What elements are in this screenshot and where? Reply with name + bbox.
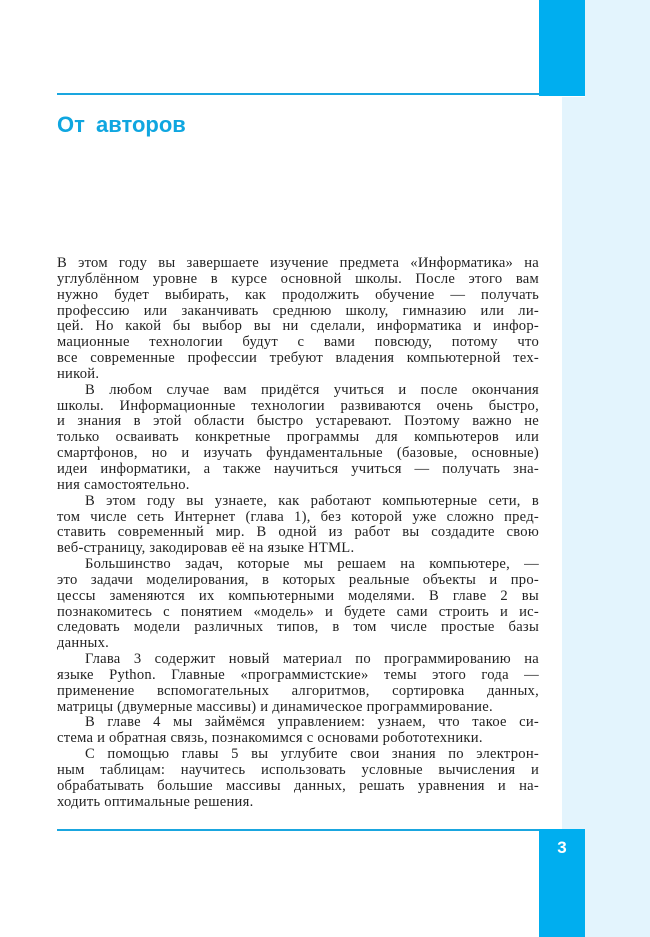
text-line: нужно будет выбирать, как продолжить обучение — получать xyxy=(57,286,539,303)
text-line: веб-страницу, закодировав её на языке HTML. xyxy=(57,540,355,557)
paragraph xyxy=(57,256,539,383)
text-line: матрицы (двумерные массивы) и динамическое программирование. xyxy=(57,698,493,715)
text-line: В этом году вы завершаете изучение предмета «Информатика» на xyxy=(57,255,539,271)
text-line: познакомитесь с понятием «модель» и будете сами строить и ис- xyxy=(57,603,539,620)
text-line: ным таблицам: научитесь использовать условные вычисления и xyxy=(57,762,539,778)
text-line: цессы заменяются их компьютерными моделями. В главе 2 вы xyxy=(57,587,539,604)
text-line: цей. Но какой бы выбор вы ни сделали, информатика и инфор- xyxy=(57,318,539,335)
text-line: следовать модели различных типов, в том числе простые базы xyxy=(57,619,539,636)
text-line: все современные профессии требуют владения компьютерной тех- xyxy=(57,350,539,367)
margin-strip xyxy=(562,97,650,937)
text-line: Глава 3 содержит новый материал по программированию на xyxy=(85,651,539,668)
text-line: данных. xyxy=(57,635,110,652)
text-line: С помощью главы 5 вы углубите свои знания по электрон- xyxy=(85,746,539,763)
text-line: стема и обратная связь, познакомимся с основами робототехники. xyxy=(57,730,483,747)
footer-rule xyxy=(57,829,539,831)
header-rule xyxy=(57,93,539,95)
text-line: углублённом уровне в курсе основной школы. После этого вам xyxy=(57,270,539,287)
text-line: идеи информатики, а также научиться учиться — получать зна- xyxy=(57,460,539,477)
paragraph xyxy=(57,652,539,715)
text-line: мационные технологии будут с вами повсюду, потому что xyxy=(57,334,539,351)
margin-strip-top xyxy=(585,0,650,97)
text-line: том числе сеть Интернет (глава 1), без которой уже сложно пред- xyxy=(57,508,539,525)
text-line: языке Python. Главные «программистские» темы этого года — xyxy=(57,666,539,683)
text-line: ставить современный мир. В одной из работ вы создадите свою xyxy=(57,524,539,541)
text-line: В главе 4 мы займёмся управлением: узнаем, что такое си- xyxy=(85,714,539,731)
text-line: это задачи моделирования, в которых реальные объекты и про- xyxy=(57,571,539,588)
paragraph xyxy=(57,715,539,747)
paragraph xyxy=(57,494,539,557)
text-line: В этом году вы узнаете, как работают компьютерные сети, в xyxy=(85,492,539,509)
body-text xyxy=(57,256,539,811)
text-line: только осваивать конкретные программы для компьютеров или xyxy=(57,429,539,446)
text-line: обрабатывать большие массивы данных, решать уравнения и на- xyxy=(57,777,539,794)
page-title: От авторов xyxy=(57,112,186,137)
paragraph xyxy=(57,557,539,652)
header-tab xyxy=(539,0,585,96)
text-line: и знания в этой области быстро устаревают. Поэтому важно не xyxy=(57,413,539,430)
text-line: школы. Информационные технологии развиваются очень быстро, xyxy=(57,397,539,414)
text-line: никой. xyxy=(57,365,100,382)
text-line: ходить оптимальные решения. xyxy=(57,793,254,810)
paragraph xyxy=(57,383,539,494)
text-line: В любом случае вам придётся учиться и после окончания xyxy=(85,381,539,398)
text-line: ния самостоятельно. xyxy=(57,476,190,493)
text-line: профессию или заканчивать среднюю школу, гимназию или ли- xyxy=(57,302,539,319)
text-line: применение вспомогательных алгоритмов, сортировка данных, xyxy=(57,682,539,699)
text-line: Большинство задач, которые мы решаем на компьютере, — xyxy=(85,556,539,573)
paragraph xyxy=(57,747,539,810)
text-line: смартфонов, но и изучать фундаментальные (базовые, основные) xyxy=(57,445,539,462)
page-number: 3 xyxy=(557,838,567,857)
